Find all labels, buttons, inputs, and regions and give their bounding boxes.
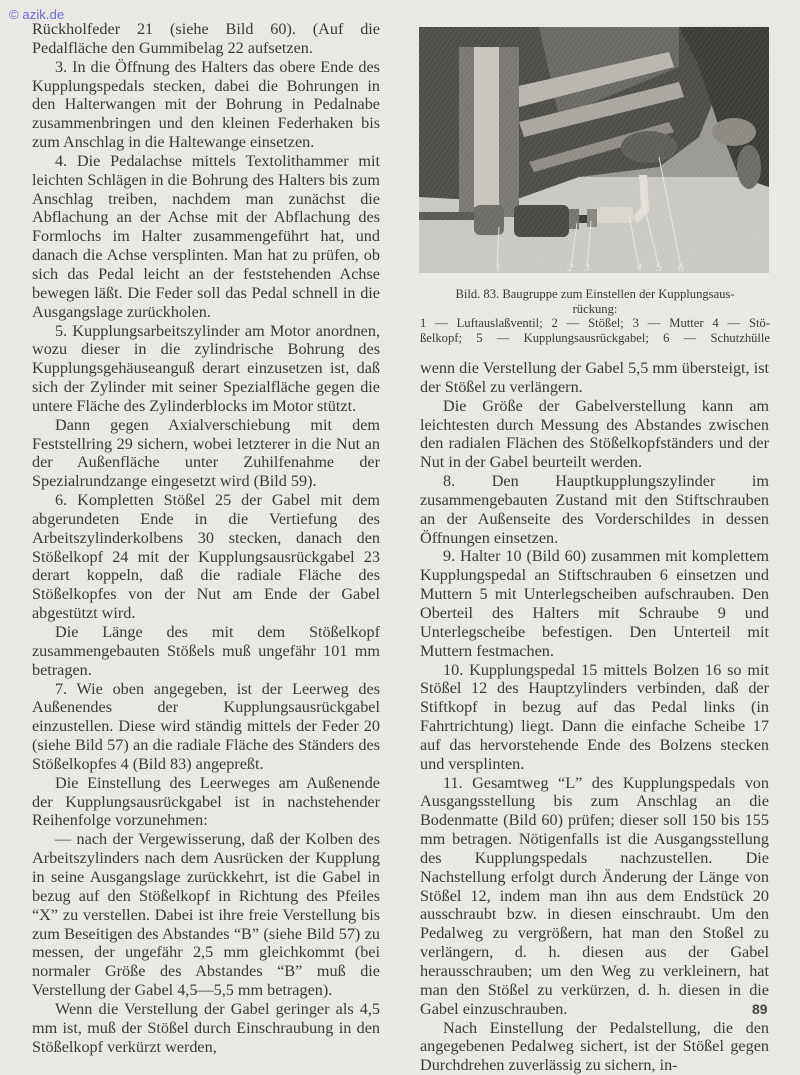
- engine-photo-illustration: [419, 27, 769, 273]
- caption-title: Bild. 83. Baugruppe zum Einstellen der Kupplungsaus-: [455, 287, 735, 301]
- paragraph: 5. Kupplungsarbeitszylinder am Motor anordnen, wozu dieser in die zylindrische Bohrung des Kupplungsgehäuseanguß derart einzusetzen ist, daß sich der Zylinder mit seiner Spezialfläche gegen die untere Fläche des Zylinderblocks im Motor stützt.: [32, 321, 380, 415]
- right-column: [420, 359, 769, 1075]
- callout-number: 2: [567, 260, 573, 273]
- paragraph: 4. Die Pedalachse mittels Textolithammer mit leichten Schlägen in die Bohrung des Halters bis zum Anschlag treiben, nachdem man zunächst die Abflachung an der Achse mit der Abflachung des Formlochs im Halter zusammengeführt hat, und danach die Achse versplinten. Man hat zu prüfen, ob sich das Pedal leicht an der feststehenden Achse bewegen läßt. Die Feder soll das Pedal schnell in die Ausgangslage zurückholen.: [32, 151, 380, 321]
- caption-legend-continued: ßelkopf; 5 — Kupplungsausrückgabel; 6 — Schutzhülle: [420, 330, 770, 345]
- paragraph: 7. Wie oben angegeben, ist der Leerweg des Außenendes der Kupplungsausrückgabel einzustellen. Diese wird ständig mittels der Feder 20 (siehe Bild 57) an die radiale Fläche des Ständers des Stößelkopfes 4 (Bild 83) angepreßt.: [32, 679, 380, 773]
- paragraph: Wenn die Verstellung der Gabel geringer als 4,5 mm ist, muß der Stößel durch Einschraubung in den Stößelkopf verkürzt werden,: [32, 999, 380, 1056]
- caption-legend: 1 — Luftauslaßventil; 2 — Stößel; 3 — Mutter 4 — Stö-: [420, 316, 770, 330]
- callout-number: 6: [678, 260, 684, 273]
- watermark: © azik.de: [9, 7, 65, 22]
- paragraph: 3. In die Öffnung des Halters das obere Ende des Kupplungspedals stecken, dabei die Bohrungen in den Halterwangen mit der Bohrung in Pedalnabe zusammenbringen und den kleinen Federhaken bis zum Anschlag in die Haltewange einsetzen.: [32, 57, 380, 152]
- figure-photo: [419, 27, 769, 273]
- callout-number: 3: [584, 260, 590, 273]
- paragraph: wenn die Verstellung der Gabel 5,5 mm übersteigt, ist der Stößel zu verlängern.: [420, 359, 769, 396]
- paragraph: Dann gegen Axialverschiebung mit dem Feststellring 29 sichern, wobei letzterer in die Nut an der Außenfläche unter Zuhilfenahme der Spezialrundzange eingesetzt wird (Bild 59).: [32, 415, 380, 491]
- caption-title-continued: rückung:: [572, 301, 618, 316]
- figure-caption: [420, 287, 770, 345]
- paragraph: — nach der Vergewisserung, daß der Kolben des Arbeitszylinders nach dem Ausrücken der Kupplung in seine Ausgangslage zurückkehrt, ist die Gabel in bezug auf den Stößelkopf in Richtung des Pfeiles “X” zu verstellen. Dabei ist ihre freie Verstellung bis zum Beseitigen des Abstandes “B” (siehe Bild 57) zu messen, der ungefähr 2,5 mm gleichkommt (bei normaler Größe des Abstandes “B” muß die Verstellung der Gabel 4,5—5,5 mm betragen).: [32, 830, 380, 1000]
- paragraph: 11. Gesamtweg “L” des Kupplungspedals von Ausgangsstellung bis zum Anschlag an die Bodenmatte (Bild 60) prüfen; dieser soll 150 bis 155 mm betragen. Nötigenfalls ist die Ausgangsstellung des Kupplungspedals nachzustellen. Die Nachstellung erfolgt durch Änderung der Länge von Stößel 12, indem man ihn aus dem Endstück 20 ausschraubt bzw. in diesen einschraubt. Um den Pedalweg zu vergrößern, hat man den Stoßel zu verlängern, d. h. diesen aus der Gabel herausschrauben; um den Weg zu verkleinern, hat man den Stößel zu verkürzen, d. h. diesen in die Gabel einzuschrauben.: [420, 773, 769, 1018]
- callout-number: 4: [636, 260, 642, 273]
- left-column: [32, 20, 380, 1056]
- paragraph: Rückholfeder 21 (siehe Bild 60). (Auf die Pedalfläche den Gummibelag 22 aufsetzen.: [32, 20, 380, 57]
- callout-number: 1: [495, 260, 501, 273]
- paragraph: Nach Einstellung der Pedalstellung, die den angegebenen Pedalweg sichert, ist der Stößel gegen Durchdrehen zuverlässig zu sichern, in-: [420, 1018, 769, 1075]
- paragraph: Die Länge des mit dem Stößelkopf zusammengebauten Stößels muß ungefähr 101 mm betragen.: [32, 623, 380, 679]
- paragraph: Die Einstellung des Leerweges am Außenende der Kupplungsausrückgabel ist in nachstehender Reihenfolge vorzunehmen:: [32, 773, 380, 830]
- paragraph: 6. Kompletten Stößel 25 der Gabel mit dem abgerundeten Ende in die Vertiefung des Arbeitszylinderkolbens 30 stecken, danach den Stößelkopf 24 mit der Kupplungsausrückgabel 23 derart koppeln, daß die radiale Fläche des Stößelkopfes von der Nut am Ende der Gabel abgestützt wird.: [32, 491, 380, 623]
- callout-number: 5: [656, 260, 662, 273]
- paragraph: 10. Kupplungspedal 15 mittels Bolzen 16 so mit Stößel 12 des Hauptzylinders verbinden, daß der Stiftkopf in bezug auf das Pedal links (in Fahrtrichtung) liegt. Dann die einfache Scheibe 17 auf das hervorstehende Ende des Bolzens stecken und versplinten.: [420, 660, 769, 773]
- paragraph: 8. Den Hauptkupplungszylinder im zusammengebauten Zustand mit den Stiftschrauben an der Außenseite des Vorderschildes in dessen Öffnungen einsetzen.: [420, 472, 769, 547]
- paragraph: 9. Halter 10 (Bild 60) zusammen mit komplettem Kupplungspedal an Stiftschrauben 6 einsetzen und Muttern 5 mit Unterlegscheiben aufschrauben. Den Oberteil des Halters mit Schraube 9 und Unterlegscheibe befestigen. Den Unterteil mit Muttern festmachen.: [420, 547, 769, 660]
- page-number: 89: [752, 1001, 768, 1017]
- paragraph: Die Größe der Gabelverstellung kann am leichtesten durch Messung des Abstandes zwischen den radialen Flächen des Stößelkopfständers und der Nut in der Gabel beurteilt werden.: [420, 396, 769, 472]
